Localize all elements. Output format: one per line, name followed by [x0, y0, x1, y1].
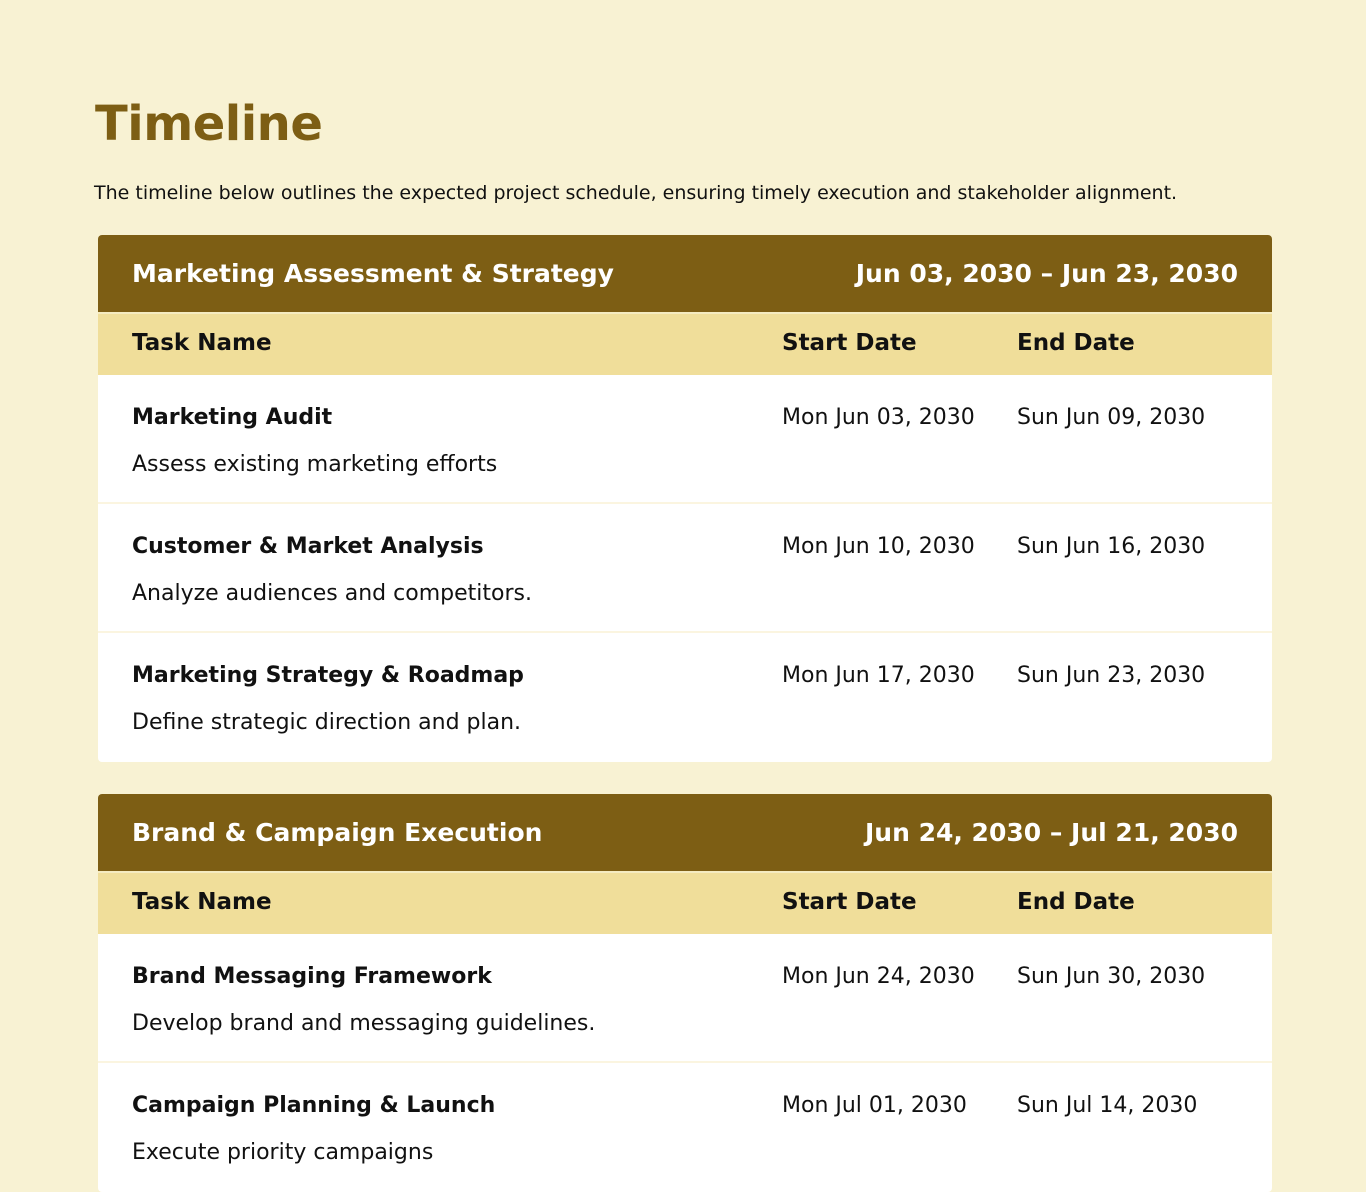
phase-card-marketing-assessment [98, 235, 1272, 762]
table-row [98, 504, 1272, 633]
table-column-header [98, 871, 1272, 934]
task-description: Execute priority campaigns [132, 1140, 434, 1165]
task-start-date: Mon Jun 10, 2030 [782, 534, 975, 559]
task-description: Define strategic direction and plan. [132, 710, 522, 735]
page-title: Timeline [95, 96, 323, 152]
task-name: Customer & Market Analysis [132, 534, 484, 559]
column-start-date: Start Date [782, 330, 917, 356]
task-name: Marketing Audit [132, 405, 333, 430]
task-end-date: Sun Jun 30, 2030 [1017, 964, 1206, 989]
column-end-date: End Date [1017, 889, 1135, 915]
column-end-date: End Date [1017, 330, 1135, 356]
table-row [98, 633, 1272, 762]
task-end-date: Sun Jun 23, 2030 [1017, 663, 1206, 688]
task-description: Analyze audiences and competitors. [132, 581, 532, 606]
column-task-name: Task Name [132, 889, 272, 915]
column-task-name: Task Name [132, 330, 272, 356]
task-end-date: Sun Jun 09, 2030 [1017, 405, 1206, 430]
table-column-header [98, 312, 1272, 375]
phase-title: Marketing Assessment & Strategy [132, 259, 614, 288]
phase-header [98, 235, 1272, 312]
task-end-date: Sun Jul 14, 2030 [1017, 1093, 1198, 1118]
task-name: Marketing Strategy & Roadmap [132, 663, 524, 688]
table-row [98, 1063, 1272, 1192]
table-row [98, 375, 1272, 504]
task-name: Campaign Planning & Launch [132, 1093, 496, 1118]
column-start-date: Start Date [782, 889, 917, 915]
task-start-date: Mon Jun 17, 2030 [782, 663, 975, 688]
task-name: Brand Messaging Framework [132, 964, 492, 989]
task-start-date: Mon Jul 01, 2030 [782, 1093, 967, 1118]
phase-date-range: Jun 24, 2030 – Jul 21, 2030 [864, 818, 1238, 847]
phase-date-range: Jun 03, 2030 – Jun 23, 2030 [855, 259, 1238, 288]
table-row [98, 934, 1272, 1063]
task-end-date: Sun Jun 16, 2030 [1017, 534, 1206, 559]
intro-text: The timeline below outlines the expected project schedule, ensuring timely execution and stakeholder alignment. [94, 182, 1178, 204]
phase-header [98, 794, 1272, 871]
task-start-date: Mon Jun 24, 2030 [782, 964, 975, 989]
phase-card-brand-campaign [98, 794, 1272, 1192]
task-description: Assess existing marketing efforts [132, 452, 498, 477]
task-description: Develop brand and messaging guidelines. [132, 1011, 596, 1036]
phase-title: Brand & Campaign Execution [132, 818, 543, 847]
task-start-date: Mon Jun 03, 2030 [782, 405, 975, 430]
